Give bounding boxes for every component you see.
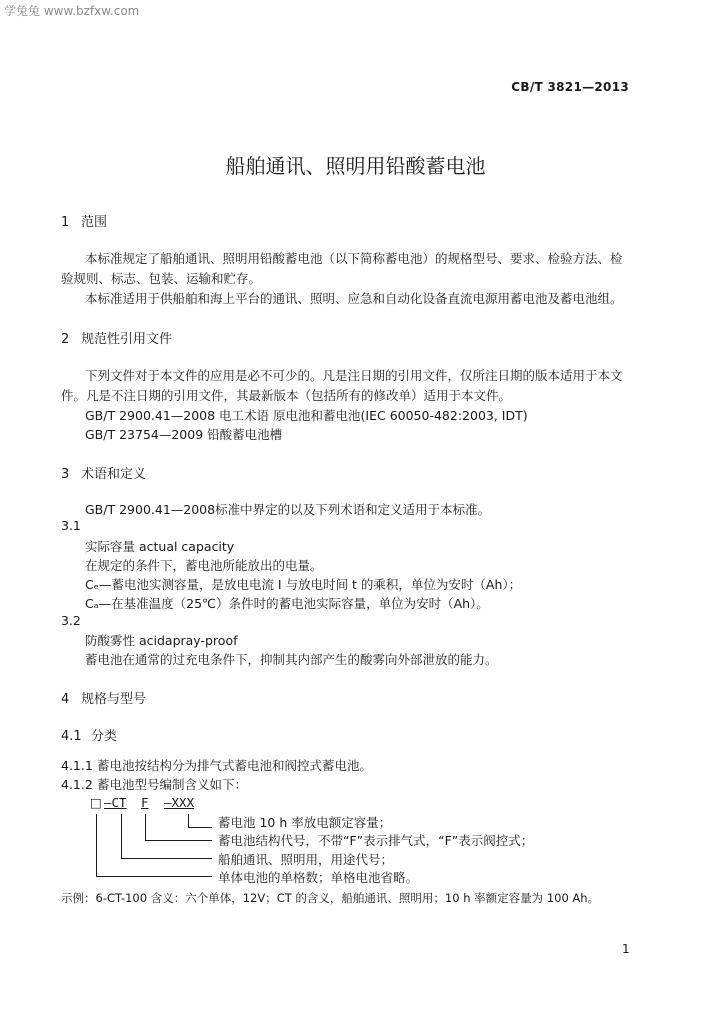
- model-code-ct: —CT: [104, 795, 127, 810]
- section-title: 规范性引用文件: [81, 332, 173, 347]
- diagram-label: 蓄电池结构代号，不带“F”表示排气式，“F”表示阀控式；: [218, 833, 534, 848]
- paragraph: GB/T 2900.41—2008标准中界定的以及下列术语和定义适用于本标准。: [85, 502, 491, 517]
- term-note: Cₑ—蓄电池实测容量，是放电电流 I 与放电时间 t 的乘积，单位为安时（Ah）；: [85, 577, 522, 592]
- page-title: 船舶通讯、照明用铅酸蓄电池: [225, 154, 486, 178]
- model-code-xxx: —XXX: [164, 795, 195, 810]
- section-number: 2: [61, 332, 70, 347]
- section-4-heading: [61, 688, 146, 707]
- connector-line-3-h: [121, 858, 212, 859]
- standard-number: CB/T 3821—2013: [511, 80, 629, 94]
- term-title: 实际容量 actual capacity: [85, 539, 235, 554]
- term-title: 防酸雾性 acidapray-proof: [85, 633, 238, 648]
- clause-text: 蓄电池型号编制含义如下：: [97, 777, 248, 792]
- clause-text: 蓄电池按结构分为排气式蓄电池和阀控式蓄电池。: [97, 758, 373, 773]
- connector-line-1-h: [188, 827, 212, 828]
- section-title: 范围: [81, 215, 108, 230]
- section-number: 3: [61, 467, 70, 482]
- connector-line-1: [188, 814, 189, 828]
- watermark: 学兔兔 www.bzfxw.com: [4, 4, 140, 18]
- term-definition: 蓄电池在通常的过充电条件下，抑制其内部产生的酸雾向外部泄放的能力。: [85, 652, 498, 667]
- clause-4-1-1: [61, 756, 372, 774]
- clause-number: 4.1.2: [61, 777, 93, 792]
- section-1-heading: [61, 211, 107, 230]
- diagram-label: 蓄电池 10 h 率放电额定容量；: [218, 815, 392, 830]
- model-code-f: F: [141, 795, 149, 810]
- section-number: 4.1: [61, 729, 82, 744]
- subsection-4-1-heading: [61, 725, 117, 744]
- connector-line-2-h: [145, 840, 212, 841]
- term-definition: 在规定的条件下，蓄电池所能放出的电量。: [85, 558, 323, 573]
- paragraph: 验规则、标志、包装、运输和贮存。: [61, 271, 262, 286]
- paragraph: 本标准适用于供船舶和海上平台的通讯、照明、应急和自动化设备直流电源用蓄电池及蓄电池组。: [85, 291, 623, 306]
- paragraph: 本标准规定了船舶通讯、照明用铅酸蓄电池（以下简称蓄电池）的规格型号、要求、检验方法、检: [85, 251, 623, 266]
- example-note: 示例：6-CT-100 含义：六个单体，12V；CT 的含义，船舶通讯、照明用；10 h 率额定容量为 100 Ah。: [61, 891, 600, 905]
- connector-line-2: [145, 814, 146, 840]
- paragraph: 下列文件对于本文件的应用是必不可少的。凡是注日期的引用文件，仅所注日期的版本适用于本文: [85, 368, 623, 383]
- reference-item: GB/T 2900.41—2008 电工术语 原电池和蓄电池(IEC 60050-482:2003, IDT): [85, 408, 528, 423]
- clause-number: 4.1.1: [61, 758, 93, 773]
- term-note: Cₐ—在基准温度（25℃）条件时的蓄电池实际容量，单位为安时（Ah）。: [85, 596, 489, 611]
- page-number: 1: [622, 942, 630, 956]
- section-number: 4: [61, 692, 70, 707]
- section-2-heading: [61, 328, 172, 347]
- section-title: 分类: [91, 729, 118, 744]
- diagram-label: 船舶通讯、照明用，用途代号；: [218, 852, 394, 867]
- section-title: 术语和定义: [81, 467, 147, 482]
- section-number: 1: [61, 215, 70, 230]
- connector-line-4-h: [96, 876, 212, 877]
- section-title: 规格与型号: [81, 692, 147, 707]
- section-3-heading: [61, 463, 146, 482]
- diagram-label: 单体电池的单格数；单格电池省略。: [218, 870, 419, 885]
- reference-item: GB/T 23754—2009 铅酸蓄电池槽: [85, 427, 283, 442]
- clause-number: 3.1: [61, 518, 81, 533]
- connector-line-3: [121, 814, 122, 858]
- clause-number: 3.2: [61, 613, 81, 628]
- clause-4-1-2: [61, 775, 247, 793]
- model-code-box: □: [90, 795, 102, 810]
- connector-line-4: [96, 814, 97, 876]
- paragraph: 件。凡是不注日期的引用文件，其最新版本（包括所有的修改单）适用于本文件。: [61, 388, 512, 403]
